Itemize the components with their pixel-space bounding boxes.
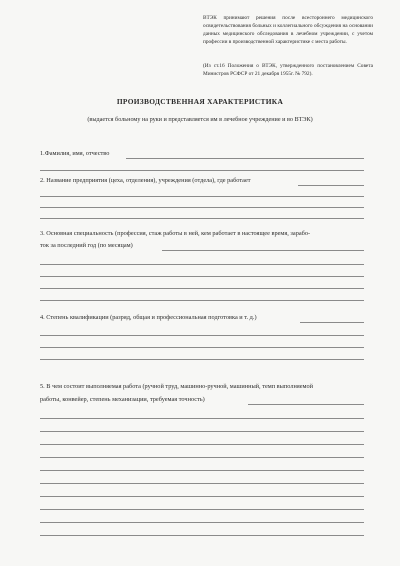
field-work-description-label-line1: 5. В чем состоит выполняемая работа (ручной труд, машинно-ручной, машинный, темп выполняемой: [40, 383, 314, 390]
field-qualification-line[interactable]: [300, 322, 364, 323]
fill-line[interactable]: [40, 264, 364, 265]
field-specialty-line[interactable]: [162, 250, 364, 251]
document-title: ПРОИЗВОДСТВЕННАЯ ХАРАКТЕРИСТИКА: [116, 97, 284, 106]
fill-line[interactable]: [40, 347, 364, 348]
fill-line[interactable]: [40, 483, 364, 484]
field-employer-line[interactable]: [298, 185, 364, 186]
fill-line[interactable]: [40, 509, 364, 510]
fill-line[interactable]: [40, 535, 364, 536]
fill-line[interactable]: [40, 496, 364, 497]
fill-line[interactable]: [40, 207, 364, 208]
fill-line[interactable]: [40, 431, 364, 432]
fill-line[interactable]: [40, 457, 364, 458]
fill-line[interactable]: [40, 300, 364, 301]
fill-line[interactable]: [40, 522, 364, 523]
fill-line[interactable]: [40, 288, 364, 289]
fill-line[interactable]: [40, 218, 364, 219]
document-subtitle: (выдается больному на руки и представляется им в лечебное учреждение и во ВТЭК): [87, 116, 313, 123]
field-work-description-line[interactable]: [248, 404, 364, 405]
fill-line[interactable]: [40, 170, 364, 171]
field-specialty-label-line1: 3. Основная специальность (профессия, стаж работы в ней, кем работает в настоящее время, зарабо-: [40, 230, 311, 237]
fill-line[interactable]: [40, 359, 364, 360]
field-full-name-line[interactable]: [126, 158, 364, 159]
field-full-name-label: 1.Фамилия, имя, отчество: [40, 150, 110, 157]
field-qualification-label: 4. Степень квалификации (разряд, общая и профессиональная подготовка и т. д.): [40, 314, 257, 321]
fill-line[interactable]: [40, 418, 364, 419]
header-reference: (Из ст.16 Положения о ВТЭК, утвержденного постановлением Совета Министров РСФСР от 21 декабря 1955г. № 792).: [203, 63, 373, 77]
fill-line[interactable]: [40, 276, 364, 277]
fill-line[interactable]: [40, 470, 364, 471]
fill-line[interactable]: [40, 335, 364, 336]
field-specialty-label-line2: ток за последний год (по месяцам): [40, 242, 133, 249]
field-work-description-label-line2: работы, конвейер, степень механизации, требуемая точность): [40, 396, 205, 403]
field-employer-label: 2. Название предприятия (цеха, отделения), учреждения (отдела), где работает: [40, 177, 251, 184]
header-note: ВТЭК принимают решения после всестороннего медицинского освидетельствования больных и коллегиального обсуждения на основании данных медицинского обследования в лечебном учреждении, с учетом профессии в производственной характеристике с места работы.: [203, 15, 373, 45]
fill-line[interactable]: [40, 444, 364, 445]
fill-line[interactable]: [40, 196, 364, 197]
